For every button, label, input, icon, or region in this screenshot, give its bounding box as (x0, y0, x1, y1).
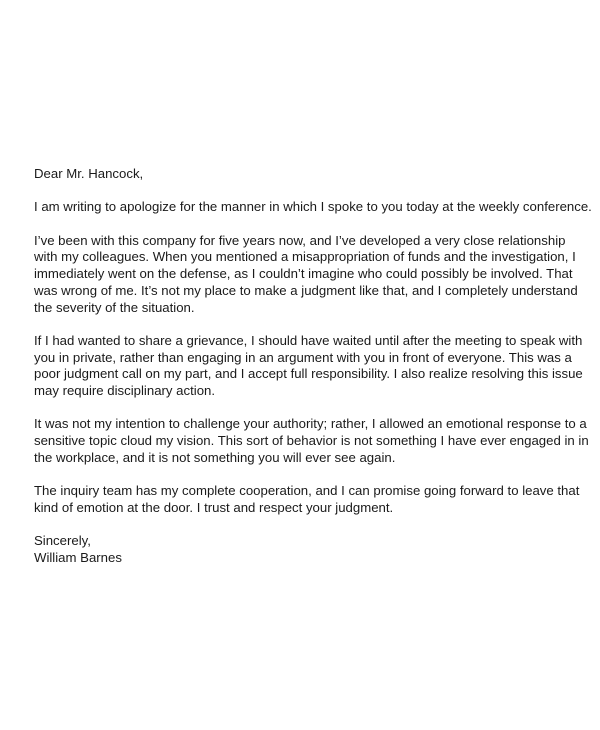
paragraph-line: kind of emotion at the door. I trust and respect your judgment. (34, 499, 394, 515)
paragraph-line: immediately went on the defense, as I couldn’t imagine who could possibly be involved. That (34, 266, 573, 282)
paragraph-line: was wrong of me. It’s not my place to make a judgment like that, and I completely understand (34, 282, 578, 298)
paragraph-line: with my colleagues. When you mentioned a misappropriation of funds and the investigation, I (34, 249, 576, 265)
paragraph-line: the severity of the situation. (34, 299, 195, 315)
paragraph-line: sensitive topic cloud my vision. This sort of behavior is not something I have ever engaged in in (34, 433, 589, 449)
paragraph-line: It was not my intention to challenge your authority; rather, I allowed an emotional response to a (34, 416, 587, 432)
paragraph-line: poor judgment call on my part, and I accept full responsibility. I also realize resolving this issue (34, 366, 583, 382)
paragraph-line: may require disciplinary action. (34, 383, 216, 399)
letter-paragraphs (34, 199, 592, 516)
closing-text: Sincerely, (34, 533, 91, 549)
letter-body (34, 166, 592, 567)
body-paragraph (34, 416, 592, 466)
body-paragraph (34, 233, 592, 317)
body-paragraph (34, 483, 592, 516)
closing (34, 533, 592, 550)
paragraph-line: If I had wanted to share a grievance, I should have waited until after the meeting to speak with (34, 332, 583, 348)
paragraph-line: The inquiry team has my complete cooperation, and I can promise going forward to leave that (34, 483, 580, 499)
paragraph-line: the workplace, and it is not something you will ever see again. (34, 449, 396, 465)
salutation (34, 166, 592, 183)
paragraph-line: you in private, rather than engaging in an argument with you in front of everyone. This was a (34, 349, 572, 365)
salutation-text: Dear Mr. Hancock, (34, 166, 144, 181)
signature-name: William Barnes (34, 550, 122, 566)
signature (34, 550, 592, 567)
body-paragraph (34, 333, 592, 400)
paragraph-line: I’ve been with this company for five years now, and I’ve developed a very close relationship (34, 232, 566, 248)
paragraph-line: I am writing to apologize for the manner in which I spoke to you today at the weekly conference. (34, 199, 592, 215)
body-paragraph (34, 199, 592, 216)
